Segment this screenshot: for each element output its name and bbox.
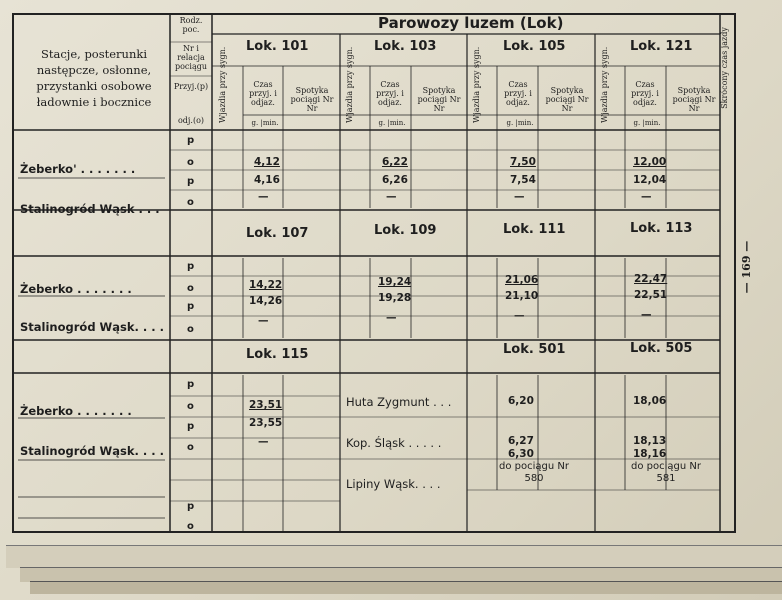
time-value: — bbox=[258, 436, 269, 448]
time-value: 12,04 bbox=[633, 174, 667, 186]
lok-label: Lok. 505 bbox=[630, 341, 693, 356]
time-value: — bbox=[258, 191, 269, 203]
time-value: 21,06 bbox=[505, 274, 539, 286]
time-value: 4,16 bbox=[254, 174, 280, 186]
lok-label: Lok. 105 bbox=[503, 39, 566, 54]
meets-trains-header: Spotyka pociągi Nr Nr bbox=[672, 86, 716, 113]
time-header: Czas przyj. i odjaz. bbox=[376, 80, 404, 107]
time-value: 19,24 bbox=[378, 276, 412, 288]
shortened-time-header: Skrócony czas jazdy bbox=[720, 27, 729, 109]
time-header: Czas przyj. i odjaz. bbox=[249, 80, 277, 107]
station-name: Lipiny Wąsk. . . . bbox=[346, 477, 441, 491]
lok-label: Lok. 501 bbox=[503, 342, 566, 357]
arrival-label: Przyj.(p) bbox=[173, 82, 209, 91]
arrival-marker: p bbox=[187, 135, 195, 146]
time-value: — bbox=[514, 310, 525, 322]
time-value: — bbox=[641, 309, 652, 321]
meets-trains-header: Spotyka pociągi Nr Nr bbox=[290, 86, 334, 113]
entry-signal-header: Wjazdia przy sygn. bbox=[472, 46, 481, 123]
station-name: Stalinogród Wąsk. . . . bbox=[20, 444, 164, 458]
time-value: 23,51 bbox=[249, 399, 283, 411]
departure-marker: o bbox=[187, 521, 194, 532]
meets-trains-header: Spotyka pociągi Nr Nr bbox=[545, 86, 589, 113]
entry-signal-header: Wjazdia przy sygn. bbox=[218, 46, 227, 123]
lok-label: Lok. 115 bbox=[246, 347, 309, 362]
time-value: 6,30 bbox=[508, 448, 534, 460]
departure-marker: o bbox=[187, 283, 194, 294]
time-value: 6,22 bbox=[382, 156, 408, 168]
lok-label: Lok. 101 bbox=[246, 39, 309, 54]
time-value: 7,50 bbox=[510, 156, 536, 168]
time-value: 6,20 bbox=[508, 395, 534, 407]
time-value: 14,22 bbox=[249, 279, 283, 291]
time-value: 4,12 bbox=[254, 156, 280, 168]
arrival-marker: p bbox=[187, 379, 195, 390]
departure-marker: o bbox=[187, 324, 194, 335]
time-value: 22,51 bbox=[634, 289, 668, 301]
station-name: Żeberko . . . . . . . bbox=[20, 282, 132, 296]
meets-trains-header: Spotyka pociągi Nr Nr bbox=[417, 86, 461, 113]
lok-label: Lok. 107 bbox=[246, 226, 309, 241]
time-value: 22,47 bbox=[634, 273, 668, 285]
time-value: 19,28 bbox=[378, 292, 412, 304]
time-header: Czas przyj. i odjaz. bbox=[631, 80, 659, 107]
time-value: 23,55 bbox=[249, 417, 283, 429]
lok-label: Lok. 109 bbox=[374, 223, 437, 238]
note: do pociągu Nr 581 bbox=[631, 461, 701, 484]
station-name: Huta Zygmunt . . . bbox=[346, 395, 452, 409]
time-value: — bbox=[514, 191, 525, 203]
time-value: — bbox=[386, 312, 397, 324]
hour-minute-header: g. |min. bbox=[506, 119, 534, 127]
time-value: 18,13 bbox=[633, 435, 667, 447]
stations-column-header: Stacje, posterunki następcze, osłonne, przystanki osobowe ładownie i bocznice bbox=[36, 47, 152, 109]
lok-label: Lok. 121 bbox=[630, 39, 693, 54]
departure-marker: o bbox=[187, 442, 194, 453]
lok-label: Lok. 113 bbox=[630, 221, 693, 236]
time-value: 6,27 bbox=[508, 435, 534, 447]
lok-label: Lok. 103 bbox=[374, 39, 437, 54]
station-name: Stalinogród Wąsk . . . bbox=[20, 202, 160, 216]
departure-label: odj.(o) bbox=[177, 116, 205, 125]
arrival-marker: p bbox=[187, 301, 195, 312]
arrival-marker: p bbox=[187, 501, 195, 512]
entry-signal-header: Wjazdia przy sygn. bbox=[345, 46, 354, 123]
entry-signal-header: Wjazdia przy sygn. bbox=[600, 46, 609, 123]
departure-marker: o bbox=[187, 197, 194, 208]
lok-label: Lok. 111 bbox=[503, 222, 566, 237]
station-name: Żeberko . . . . . . . bbox=[20, 404, 132, 418]
time-value: — bbox=[641, 191, 652, 203]
page-number: — 169 — bbox=[740, 240, 753, 294]
table-title: Parowozy luzem (Lok) bbox=[378, 14, 564, 32]
time-value: 18,06 bbox=[633, 395, 667, 407]
departure-marker: o bbox=[187, 157, 194, 168]
time-value: 14,26 bbox=[249, 295, 283, 307]
station-name: Żeberko' . . . . . . . bbox=[20, 162, 136, 176]
hour-minute-header: g. |min. bbox=[378, 119, 406, 127]
note: do pociągu Nr 580 bbox=[499, 461, 569, 484]
train-number-header: Nr i relacja pociągu bbox=[174, 44, 208, 71]
time-value: 12,00 bbox=[633, 156, 667, 168]
time-value: 21,10 bbox=[505, 290, 539, 302]
train-type-header: Rodz. poc. bbox=[179, 16, 203, 34]
arrival-marker: p bbox=[187, 421, 195, 432]
time-value: 18,16 bbox=[633, 448, 667, 460]
time-value: 7,54 bbox=[510, 174, 536, 186]
time-value: — bbox=[386, 191, 397, 203]
departure-marker: o bbox=[187, 401, 194, 412]
station-name: Kop. Śląsk . . . . . bbox=[346, 436, 442, 450]
time-header: Czas przyj. i odjaz. bbox=[504, 80, 532, 107]
hour-minute-header: g. |min. bbox=[633, 119, 661, 127]
arrival-marker: p bbox=[187, 261, 195, 272]
hour-minute-header: g. |min. bbox=[251, 119, 279, 127]
time-value: — bbox=[258, 315, 269, 327]
time-value: 6,26 bbox=[382, 174, 408, 186]
station-name: Stalinogród Wąsk. . . . bbox=[20, 320, 164, 334]
arrival-marker: p bbox=[187, 176, 195, 187]
